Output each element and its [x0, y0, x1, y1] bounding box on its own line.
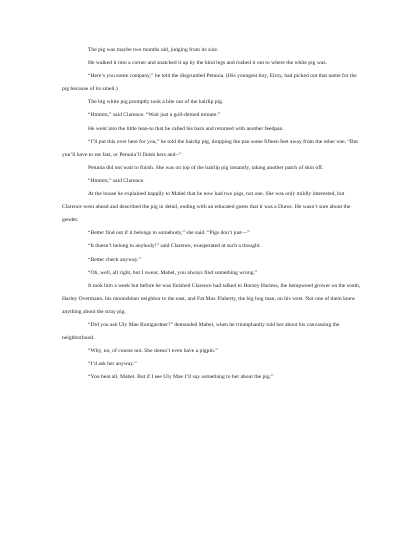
paragraph-7: “I’ll put this over here for you,” he told the hairlip pig, dropping the pan some fifteen feet away from the other one. “But you’ll have to eat fast, or Petunia’ll finish hers and--” [62, 138, 358, 158]
paragraph-4: The big white pig promptly took a bite out of the hairlip pig. [88, 99, 224, 106]
paragraph-19: “You beat all, Mabel. But if I see Uly Mae I’ll say something to her about the pig.” [88, 374, 274, 381]
paragraph-15: It took him a week but before he was finished Clarence had talked to Horsey Harless, the hempweed grower on the south, Harley Overmann, his moonshiner neighbor to the east, and Fat Max Flaherty, the big hog man, on his west. Not one of them knew anything about the stray pig. [62, 282, 361, 315]
paragraph-2: He walked it into a corner and snatched it up by the hind legs and rushed it out to where the white pig was. [88, 60, 327, 67]
paragraph-6: He went into the little lean-to that he called his barn and returned with another feedpan. [88, 125, 284, 132]
paragraph-5: “Hmmm,” said Clarence. “Wait just a goll-derned minute.” [88, 112, 221, 119]
paragraph-3: “Here’s you some company,” he told the disgruntled Petunia. (His youngest boy, Elroy, had picked out that name for the pig because of its smell.) [62, 73, 357, 93]
paragraph-14: “Oh, well, all right, but I swear, Mabel, you always find something wrong.” [88, 269, 258, 276]
document-body [62, 44, 362, 384]
paragraph-1: The pig was maybe two months old, judging from its size. [88, 47, 219, 53]
paragraph-13: “Better check anyway.” [88, 256, 141, 263]
paragraph-12: “It doesn’t belong to anybody!” said Clarence, exasperated at such a thought. [88, 243, 261, 250]
paragraph-17: “Why, no, of course not. She doesn’t even have a pigpin.” [88, 348, 218, 355]
paragraph-10: At the house he explained happily to Mabel that he now had two pigs, not one. She was only mildly interested, but Clarence went ahead and described the pig in detail, ending with an educated guess that it was a Duroc. He wasn’t sure about the gender. [62, 191, 351, 224]
paragraph-16: “Did you ask Uly Mae Bumgardner?” demanded Mabel, when he triumphantly told her about his canvassing the neighborhood. [62, 321, 340, 342]
paragraph-11: “Better find out if it belongs to somebody,” she said. “Pigs don’t just—” [88, 230, 250, 237]
paragraph-9: “Hmmm,” said Clarence. [88, 177, 145, 184]
paragraph-8: Petunia did not wait to finish. She was on top of the hairlip pig instantly, taking another patch of skin off. [88, 164, 324, 171]
paragraph-18: “I’d ask her anyway.” [88, 361, 137, 368]
